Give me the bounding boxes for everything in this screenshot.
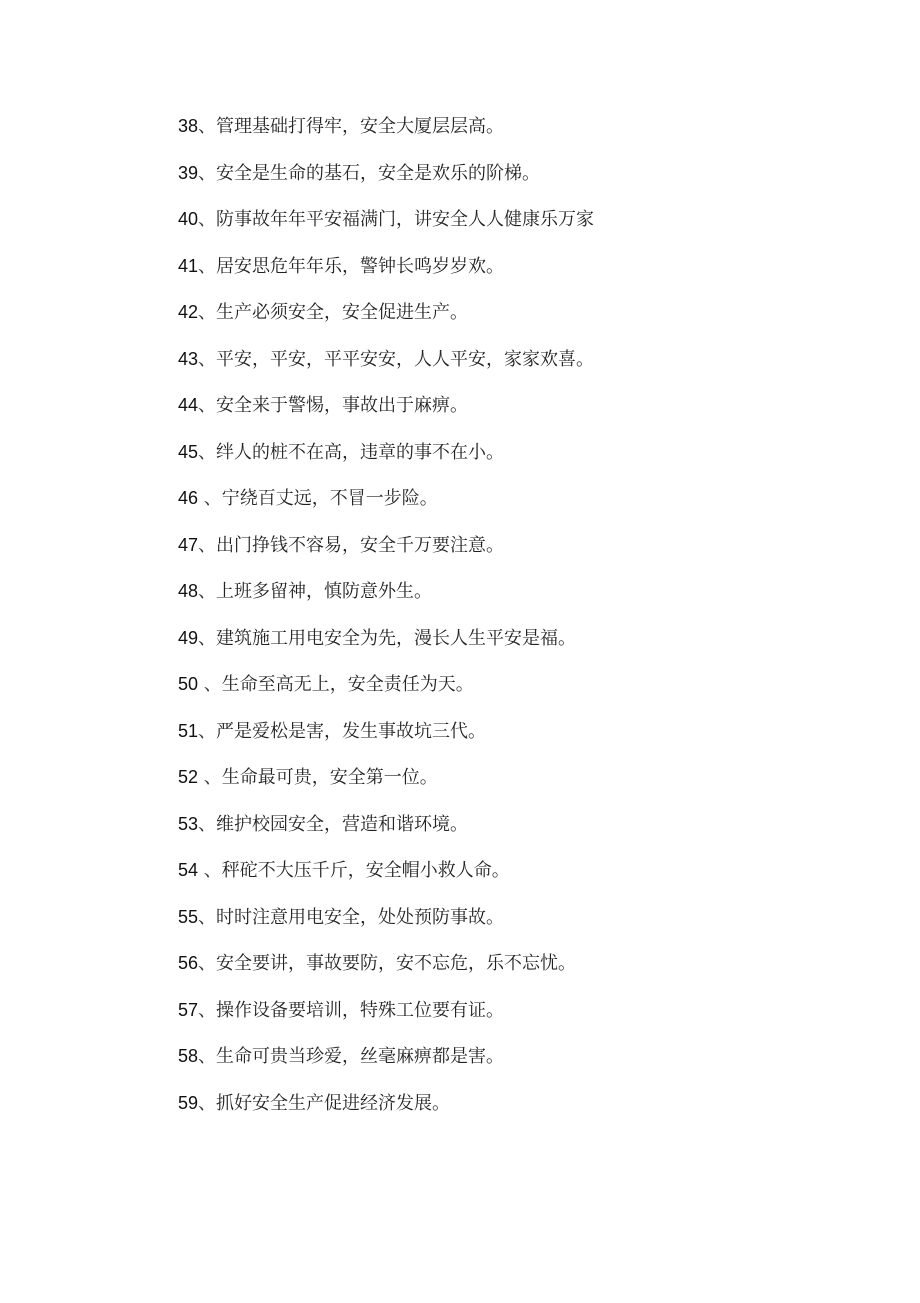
item-number: 43 [178,348,199,369]
item-number: 38 [178,116,199,136]
item-text: 居安思危年年乐，警钟长鸣岁岁欢。 [216,255,505,277]
item-text: 秤砣不大压千斤，安全帽小救人命。 [221,860,510,881]
item-number: 42 [178,302,199,322]
item-separator: 、 [198,581,217,602]
item-number: 55 [178,906,199,927]
item-number: 57 [178,999,199,1020]
list-item [178,994,878,1041]
item-separator: 、 [198,441,217,463]
item-separator: 、 [198,999,217,1021]
item-text: 平安，平安，平平安安，人人平安，家家欢喜。 [216,348,595,370]
list-item [178,529,878,576]
item-number: 47 [178,534,199,555]
item-separator: 、 [198,627,217,649]
item-separator: 、 [198,860,222,881]
item-separator: 、 [198,116,217,137]
list-item [178,436,878,483]
item-text: 宁绕百丈远，不冒一步险。 [221,488,438,509]
list-item [178,715,878,762]
item-text: 安全来于警惕，事故出于麻痹。 [216,395,469,416]
item-separator: 、 [198,767,222,788]
item-text: 操作设备要培训，特殊工位要有证。 [216,999,505,1021]
list-item [178,110,878,157]
item-separator: 、 [198,348,217,370]
item-text: 防事故年年平安福满门，讲安全人人健康乐万家 [216,209,595,230]
item-separator: 、 [198,813,217,835]
item-text: 管理基础打得牢，安全大厦层层高。 [216,116,505,137]
item-text: 建筑施工用电安全为先，漫长人生平安是福。 [216,627,577,649]
list-item [178,854,878,901]
list-item [178,296,878,343]
list-item [178,947,878,994]
item-number: 40 [178,209,199,229]
item-number: 49 [178,627,199,648]
item-separator: 、 [198,488,222,509]
item-number: 45 [178,441,199,462]
item-number: 54 [178,860,199,880]
item-number: 58 [178,1046,199,1066]
item-separator: 、 [198,1046,217,1067]
item-separator: 、 [198,720,217,742]
list-item [178,622,878,669]
list-item [178,203,878,250]
item-number: 59 [178,1092,199,1113]
item-separator: 、 [198,162,217,184]
item-text: 抓好安全生产促进经济发展。 [216,1092,451,1114]
list-item [178,389,878,436]
list-item [178,808,878,855]
item-separator: 、 [198,302,217,323]
item-text: 生命可贵当珍爱，丝毫麻痹都是害。 [216,1046,505,1067]
item-number: 50 [178,674,199,694]
item-number: 56 [178,953,199,973]
item-text: 维护校园安全，营造和谐环境。 [216,813,469,835]
list-item [178,1087,878,1134]
list-item [178,761,878,808]
item-number: 44 [178,395,199,415]
item-text: 生产必须安全，安全促进生产。 [216,302,469,323]
item-text: 生命最可贵，安全第一位。 [221,767,438,788]
list-item [178,575,878,622]
slogan-list [178,110,878,1133]
item-text: 时时注意用电安全，处处预防事故。 [216,906,505,928]
item-number: 39 [178,162,199,183]
item-separator: 、 [198,674,222,695]
item-number: 51 [178,720,199,741]
item-text: 安全是生命的基石，安全是欢乐的阶梯。 [216,162,541,184]
item-separator: 、 [198,906,217,928]
item-separator: 、 [198,1092,217,1114]
item-text: 上班多留神，慎防意外生。 [216,581,433,602]
item-number: 52 [178,767,199,787]
list-item [178,250,878,297]
item-separator: 、 [198,953,217,974]
item-text: 严是爱松是害，发生事故坑三代。 [216,720,487,742]
item-text: 绊人的桩不在高，违章的事不在小。 [216,441,505,463]
item-number: 46 [178,488,199,508]
item-separator: 、 [198,209,217,230]
item-text: 出门挣钱不容易，安全千万要注意。 [216,534,505,556]
item-separator: 、 [198,255,217,277]
list-item [178,901,878,948]
list-item [178,343,878,390]
item-separator: 、 [198,534,217,556]
item-number: 48 [178,581,199,601]
item-number: 53 [178,813,199,834]
list-item [178,482,878,529]
item-number: 41 [178,255,199,276]
list-item [178,1040,878,1087]
item-text: 生命至高无上，安全责任为天。 [221,674,474,695]
item-separator: 、 [198,395,217,416]
list-item [178,668,878,715]
list-item [178,157,878,204]
item-text: 安全要讲，事故要防，安不忘危，乐不忘忧。 [216,953,577,974]
